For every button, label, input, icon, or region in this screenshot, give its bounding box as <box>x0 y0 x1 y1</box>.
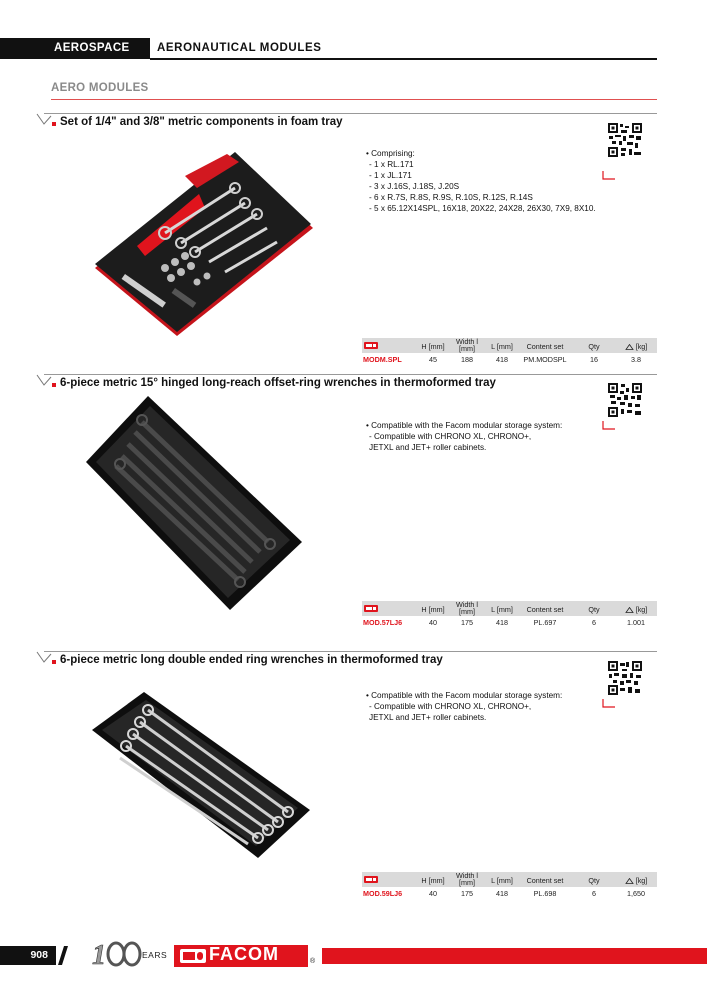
facom-mini-logo-icon <box>364 605 378 612</box>
thermoformed-tray-image <box>80 392 310 612</box>
header-weight-label: [kg] <box>635 605 648 614</box>
header-weight <box>618 342 654 351</box>
page-slash-icon <box>58 946 68 965</box>
bullet-line: - 6 x R.7S, R.8S, R.9S, R.10S, R.12S, R.14S <box>369 193 533 202</box>
section-rule <box>44 113 657 114</box>
spec-table <box>362 338 657 364</box>
cell-width: 175 <box>461 889 473 898</box>
cell-qty: 6 <box>592 618 596 627</box>
header-l: L [mm] <box>491 342 513 351</box>
header-width: Width l [mm] <box>456 600 478 616</box>
section-rule <box>44 374 657 375</box>
section-hook-icon <box>36 113 52 125</box>
bullet-line: - Compatible with CHRONO XL, CHRONO+, <box>369 702 532 711</box>
section-2-details <box>366 420 562 453</box>
spec-table <box>362 872 657 898</box>
header-l: L [mm] <box>491 605 513 614</box>
weight-icon <box>625 344 634 350</box>
ref-code: MODM.SPL <box>363 355 402 364</box>
facom-mini-logo-icon <box>364 876 378 883</box>
header-width: Width l [mm] <box>456 871 478 887</box>
page-number: 908 <box>0 946 56 965</box>
footer-red-bar <box>322 948 707 964</box>
bullet-line: JETXL and JET+ roller cabinets. <box>369 443 487 452</box>
header-h: H [mm] <box>421 605 445 614</box>
header-weight <box>618 605 654 614</box>
facom-brand-text: FACOM <box>209 944 279 964</box>
subheader-rule <box>51 99 657 100</box>
qr-corner-mark-icon <box>602 170 616 180</box>
bullet-heading: • Comprising: <box>366 149 415 158</box>
header-tag: AEROSPACE <box>54 42 130 54</box>
cell-qty: 16 <box>590 355 598 364</box>
qr-code-icon <box>607 382 643 418</box>
header-weight-label: [kg] <box>635 876 648 885</box>
section-hook-icon <box>36 374 52 386</box>
bullet-heading: • Compatible with the Facom modular storage system: <box>366 691 563 700</box>
weight-icon <box>625 878 634 884</box>
bullet-line: - 1 x RL.171 <box>369 160 414 169</box>
section-1-details <box>366 148 596 214</box>
header-qty: Qty <box>588 342 600 351</box>
section-title: Set of 1/4" and 3/8" metric components in foam tray <box>60 116 343 128</box>
section-marker <box>52 660 56 664</box>
header-h: H [mm] <box>421 876 445 885</box>
cell-l: 418 <box>496 618 508 627</box>
cell-weight: 1,650 <box>627 889 645 898</box>
cell-qty: 6 <box>592 889 596 898</box>
spec-table-header <box>362 338 657 353</box>
subheader-title: AERO MODULES <box>51 82 149 94</box>
cell-content-set: PL.698 <box>533 889 557 898</box>
cell-content-set: PL.697 <box>533 618 557 627</box>
weight-icon <box>625 607 634 613</box>
bullet-line: - 1 x JL.171 <box>369 171 412 180</box>
spec-table-row <box>362 353 657 364</box>
header-rule <box>150 58 657 60</box>
hundred-years-logo <box>92 938 144 968</box>
ref-code: MOD.59LJ6 <box>363 889 403 898</box>
spec-table <box>362 601 657 627</box>
cell-h: 40 <box>429 889 437 898</box>
qr-code-icon <box>607 122 643 158</box>
header-weight <box>618 876 654 885</box>
cell-h: 40 <box>429 618 437 627</box>
qr-corner-mark-icon <box>602 420 616 430</box>
registered-mark: ® <box>310 958 316 965</box>
qr-corner-mark-icon <box>602 698 616 708</box>
header-content-set: Content set <box>526 342 564 351</box>
qr-code-icon <box>607 660 643 696</box>
spec-table-row <box>362 887 657 898</box>
years-label: EARS <box>142 950 168 960</box>
spec-table-header <box>362 601 657 616</box>
section-marker <box>52 122 56 126</box>
bullet-line: - 3 x J.16S, J.18S, J.20S <box>369 182 460 191</box>
header-content-set: Content set <box>526 876 564 885</box>
section-title: 6-piece metric 15° hinged long-reach offset-ring wrenches in thermoformed tray <box>60 377 496 389</box>
section-hook-icon <box>36 651 52 663</box>
bullet-line: - Compatible with CHRONO XL, CHRONO+, <box>369 432 532 441</box>
thermoformed-tray-image <box>88 690 313 860</box>
section-marker <box>52 383 56 387</box>
header-title: AERONAUTICAL MODULES <box>157 42 322 54</box>
bullet-line: - 5 x 65.12X14SPL, 16X18, 20X22, 24X28, 26X30, 7X9, 8X10. <box>369 204 596 213</box>
facom-mini-logo-icon <box>364 342 378 349</box>
cell-weight: 3.8 <box>631 355 641 364</box>
section-title: 6-piece metric long double ended ring wrenches in thermoformed tray <box>60 654 443 666</box>
svg-text:1: 1 <box>92 940 106 968</box>
header-qty: Qty <box>588 876 600 885</box>
spec-table-header <box>362 872 657 887</box>
header-weight-label: [kg] <box>635 342 648 351</box>
cell-width: 175 <box>461 618 473 627</box>
bullet-line: JETXL and JET+ roller cabinets. <box>369 713 487 722</box>
section-rule <box>44 651 657 652</box>
header-qty: Qty <box>588 605 600 614</box>
cell-width: 188 <box>461 355 473 364</box>
cell-l: 418 <box>496 355 508 364</box>
section-3-details <box>366 690 562 723</box>
cell-content-set: PM.MODSPL <box>523 355 567 364</box>
header-content-set: Content set <box>526 605 564 614</box>
header-width: Width l [mm] <box>456 337 478 353</box>
header-h: H [mm] <box>421 342 445 351</box>
facom-logo-mark-icon <box>180 949 206 963</box>
ref-code: MOD.57LJ6 <box>363 618 403 627</box>
cell-h: 45 <box>429 355 437 364</box>
bullet-heading: • Compatible with the Facom modular storage system: <box>366 421 563 430</box>
spec-table-row <box>362 616 657 627</box>
cell-weight: 1.001 <box>627 618 645 627</box>
foam-tray-image <box>85 148 315 338</box>
cell-l: 418 <box>496 889 508 898</box>
header-l: L [mm] <box>491 876 513 885</box>
